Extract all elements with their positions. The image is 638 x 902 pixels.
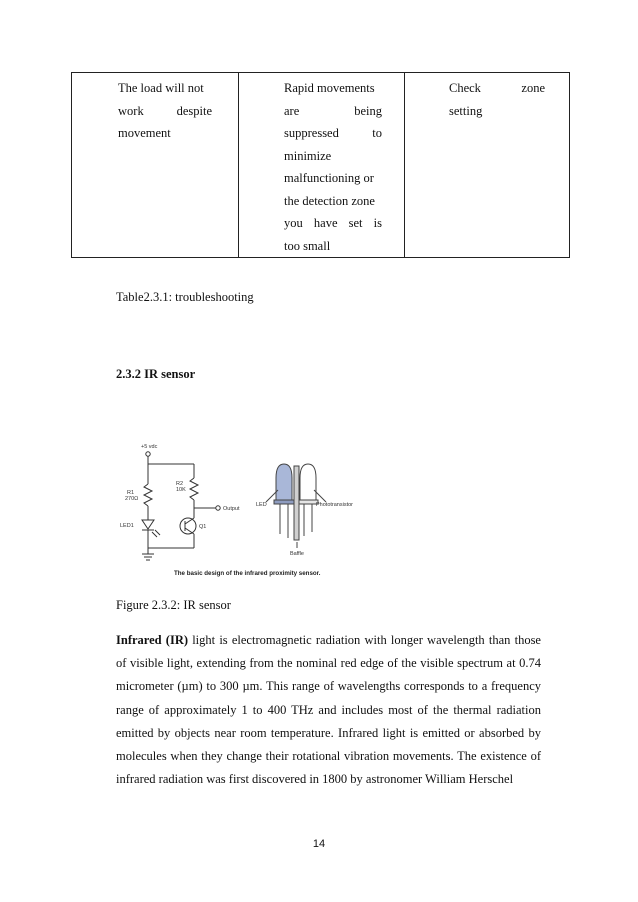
cell-line: minimize xyxy=(284,148,332,163)
figure-label-r1-value: 270Ω xyxy=(125,496,139,502)
cell-line: are being xyxy=(284,103,382,118)
table-row xyxy=(72,73,570,258)
figure-label-led1: LED1 xyxy=(120,523,134,529)
figure-label-supply: +5 vdc xyxy=(141,444,158,450)
figure-label-output: Output xyxy=(223,506,240,512)
figure-label-baffle: Baffle xyxy=(290,551,304,557)
figure-label-r1: R1 xyxy=(127,490,135,496)
cell-line: you have set is xyxy=(284,216,382,230)
table-cell-remedy xyxy=(405,73,570,258)
troubleshooting-table xyxy=(71,72,570,258)
figure-inner-caption: The basic design of the infrared proximity sensor. xyxy=(174,570,321,577)
cell-line: work despite xyxy=(118,103,212,118)
figure-label-r2-value: 10K xyxy=(176,487,186,493)
body-paragraph xyxy=(116,629,541,791)
cell-line: movement xyxy=(118,126,171,140)
cell-line: Check zone xyxy=(449,81,545,95)
paragraph-term: Infrared (IR) xyxy=(116,633,189,647)
cell-line: malfunctioning or xyxy=(284,171,374,185)
figure-label-phototransistor: Phototransistor xyxy=(316,502,353,508)
table-cell-reason xyxy=(239,73,405,258)
cell-line: the detection zone xyxy=(284,193,375,208)
page-number: 14 xyxy=(312,838,326,850)
table-cell-cause xyxy=(72,73,239,258)
paragraph-text: light is electromagnetic radiation with longer wavelength than those of visible light, extending from the nominal red edge of the visible spectrum at 0.74 micrometer (µm) to 300 µm. This range of wavelengths corresponds to a frequency range of approximately 1 to 400 THz and includes most of the thermal radiation emitted by objects near room temperature. Infrared light is emitted or absorbed by molecules when they change their rotational vibration movements. The existence of infrared radiation was first discovered in 1800 by astronomer William Herschel xyxy=(116,633,541,787)
cell-line: Rapid movements xyxy=(284,81,375,95)
cell-line: too small xyxy=(284,238,331,253)
figure-caption: Figure 2.3.2: IR sensor xyxy=(116,598,231,612)
cell-line: The load will not xyxy=(118,81,204,95)
figure-label-r2: R2 xyxy=(176,481,184,487)
figure-label-q1: Q1 xyxy=(199,524,207,530)
cell-line: setting xyxy=(449,103,483,118)
section-heading: 2.3.2 IR sensor xyxy=(116,367,196,381)
cell-line: suppressed to xyxy=(284,126,382,140)
ir-sensor-figure xyxy=(116,438,356,582)
figure-label-led: LED xyxy=(256,502,267,508)
table-caption: Table2.3.1: troubleshooting xyxy=(116,290,254,304)
